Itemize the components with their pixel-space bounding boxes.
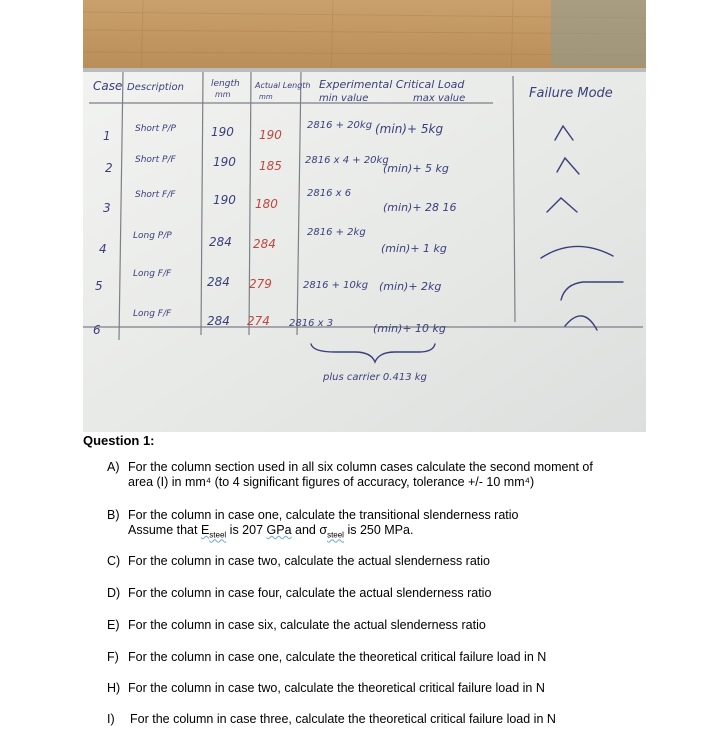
header-description: Description — [127, 82, 184, 93]
svg-text:284: 284 — [253, 237, 276, 251]
header-actual-unit: mm — [259, 93, 273, 101]
svg-text:4: 4 — [99, 242, 107, 256]
svg-text:2: 2 — [105, 161, 113, 175]
svg-text:190: 190 — [259, 128, 282, 142]
header-length: length — [211, 79, 240, 89]
svg-text:(min)+ 5 kg: (min)+ 5 kg — [383, 162, 449, 175]
svg-text:2816 + 2kg: 2816 + 2kg — [307, 227, 366, 238]
svg-text:284: 284 — [209, 235, 232, 249]
whiteboard-photo — [83, 0, 646, 432]
svg-text:Short P/P: Short P/P — [135, 124, 176, 134]
svg-text:(min)+ 28 16: (min)+ 28 16 — [383, 201, 457, 214]
svg-text:Long F/F: Long F/F — [133, 309, 172, 319]
svg-text:6: 6 — [93, 323, 101, 337]
header-max: max value — [413, 93, 466, 104]
svg-text:3: 3 — [103, 201, 111, 215]
svg-text:2816 x 3: 2816 x 3 — [289, 318, 334, 329]
svg-text:Short F/F: Short F/F — [135, 190, 176, 200]
svg-text:279: 279 — [249, 277, 272, 291]
svg-text:Long F/F: Long F/F — [133, 269, 172, 279]
header-length-unit: mm — [215, 90, 231, 99]
header-failure-mode: Failure Mode — [529, 86, 613, 101]
svg-text:5: 5 — [95, 279, 103, 293]
question-title: Question 1: — [83, 433, 155, 448]
svg-text:Long P/P: Long P/P — [133, 231, 172, 241]
svg-text:190: 190 — [213, 155, 236, 169]
svg-text:284: 284 — [207, 314, 230, 328]
svg-text:284: 284 — [207, 275, 230, 289]
svg-text:2816 + 20kg: 2816 + 20kg — [307, 120, 373, 131]
svg-text:190: 190 — [213, 193, 236, 207]
header-case: Case — [93, 79, 123, 93]
svg-text:(min)+ 10 kg: (min)+ 10 kg — [373, 322, 446, 335]
whiteboard-drawing — [83, 0, 646, 432]
header-min: min value — [319, 93, 369, 104]
svg-text:274: 274 — [247, 314, 270, 328]
svg-text:2816 x 4 + 20kg: 2816 x 4 + 20kg — [305, 155, 389, 166]
assumption-line: Assume that $E_{steel}$ is 207 GPa and $\sigma_{steel}$ is 250 MPa. — [128, 523, 414, 540]
svg-text:1: 1 — [103, 129, 111, 143]
svg-text:180: 180 — [255, 197, 278, 211]
svg-text:(min)+ 5kg: (min)+ 5kg — [375, 122, 444, 136]
header-experimental: Experimental Critical Load — [319, 78, 465, 91]
svg-text:2816 + 10kg: 2816 + 10kg — [303, 280, 369, 291]
svg-text:2816 x 6: 2816 x 6 — [307, 188, 352, 199]
board-note: plus carrier 0.413 kg — [323, 372, 427, 383]
svg-text:190: 190 — [211, 125, 234, 139]
svg-text:(min)+ 1 kg: (min)+ 1 kg — [381, 242, 447, 255]
svg-text:(min)+ 2kg: (min)+ 2kg — [379, 280, 442, 293]
header-actual-length: Actual Length — [255, 81, 311, 90]
svg-text:185: 185 — [259, 159, 282, 173]
svg-text:Short P/F: Short P/F — [135, 155, 176, 165]
